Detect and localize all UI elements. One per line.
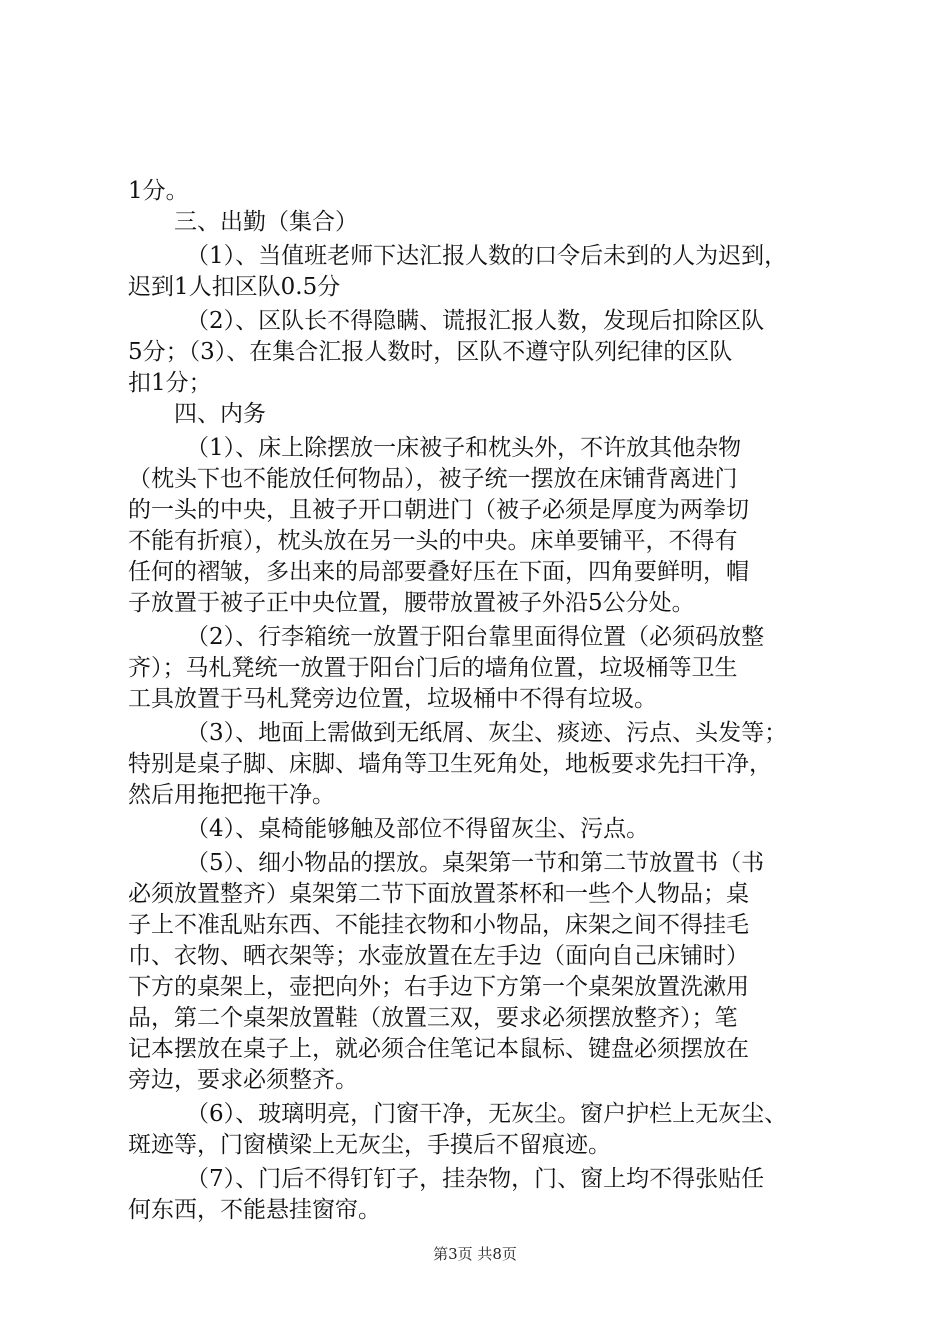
text-line: （3）、地面上需做到无纸屑、灰尘、痰迹、污点、头发等； <box>186 720 788 746</box>
text-line: 特别是桌子脚、床脚、墙角等卫生死角处，地板要求先扫干净， <box>128 751 772 777</box>
text-line: 下方的桌架上，壶把向外；右手边下方第一个桌架放置洗漱用 <box>128 974 749 1000</box>
section-heading-attendance: 三、出勤（集合） <box>174 209 358 235</box>
text-line: 不能有折痕），枕头放在另一头的中央。床单要铺平，不得有 <box>128 528 738 554</box>
text-line: 何东西，不能悬挂窗帘。 <box>128 1197 381 1223</box>
text-line: 工具放置于马札凳旁边位置，垃圾桶中不得有垃圾。 <box>128 686 657 712</box>
text-line: 然后用拖把拖干净。 <box>128 782 335 808</box>
section-heading-housekeeping: 四、内务 <box>174 401 266 427</box>
text-line: 子放置于被子正中央位置，腰带放置被子外沿5公分处。 <box>128 590 695 616</box>
document-body <box>128 176 838 1226</box>
text-line: （7）、门后不得钉钉子，挂杂物，门、窗上均不得张贴任 <box>186 1166 765 1192</box>
text-line: （5）、细小物品的摆放。桌架第一节和第二节放置书（书 <box>186 850 765 876</box>
text-line: 的一头的中央，且被子开口朝进门（被子必须是厚度为两拳切 <box>128 497 749 523</box>
text-line: 1分。 <box>128 178 189 204</box>
text-line: 扣1分； <box>128 370 212 396</box>
text-line: 巾、衣物、晒衣架等；水壶放置在左手边（面向自己床铺时） <box>128 943 749 969</box>
text-line: 子上不准乱贴东西、不能挂衣物和小物品，床架之间不得挂毛 <box>128 912 749 938</box>
page-number-footer: 第3页 共8页 <box>433 1245 517 1263</box>
text-line: （1）、当值班老师下达汇报人数的口令后未到的人为迟到， <box>186 243 788 269</box>
text-line: 必须放置整齐）桌架第二节下面放置茶杯和一些个人物品；桌 <box>128 881 749 907</box>
text-line: （枕头下也不能放任何物品），被子统一摆放在床铺背离进门 <box>128 466 738 492</box>
text-line: 记本摆放在桌子上，就必须合住笔记本鼠标、键盘必须摆放在 <box>128 1036 749 1062</box>
text-line: 5分；（3）、在集合汇报人数时，区队不遵守队列纪律的区队 <box>128 339 733 365</box>
text-line: （1）、床上除摆放一床被子和枕头外，不许放其他杂物 <box>186 435 742 461</box>
text-line: 品，第二个桌架放置鞋（放置三双，要求必须摆放整齐）；笔 <box>128 1005 738 1031</box>
text-line: （4）、桌椅能够触及部位不得留灰尘、污点。 <box>186 816 650 842</box>
text-line: （2）、区队长不得隐瞒、谎报汇报人数，发现后扣除区队 <box>186 308 765 334</box>
text-line: 斑迹等，门窗横梁上无灰尘，手摸后不留痕迹。 <box>128 1132 611 1158</box>
text-line: 迟到1人扣区队0.5分 <box>128 274 341 300</box>
text-line: 旁边，要求必须整齐。 <box>128 1067 358 1093</box>
text-line: 任何的褶皱，多出来的局部要叠好压在下面，四角要鲜明，帽 <box>128 559 749 585</box>
text-line: （2）、行李箱统一放置于阳台靠里面得位置（必须码放整 <box>186 624 765 650</box>
text-line: 齐）；马札凳统一放置于阳台门后的墙角位置，垃圾桶等卫生 <box>128 655 738 681</box>
text-line: （6）、玻璃明亮，门窗干净，无灰尘。窗户护栏上无灰尘、 <box>186 1101 788 1127</box>
